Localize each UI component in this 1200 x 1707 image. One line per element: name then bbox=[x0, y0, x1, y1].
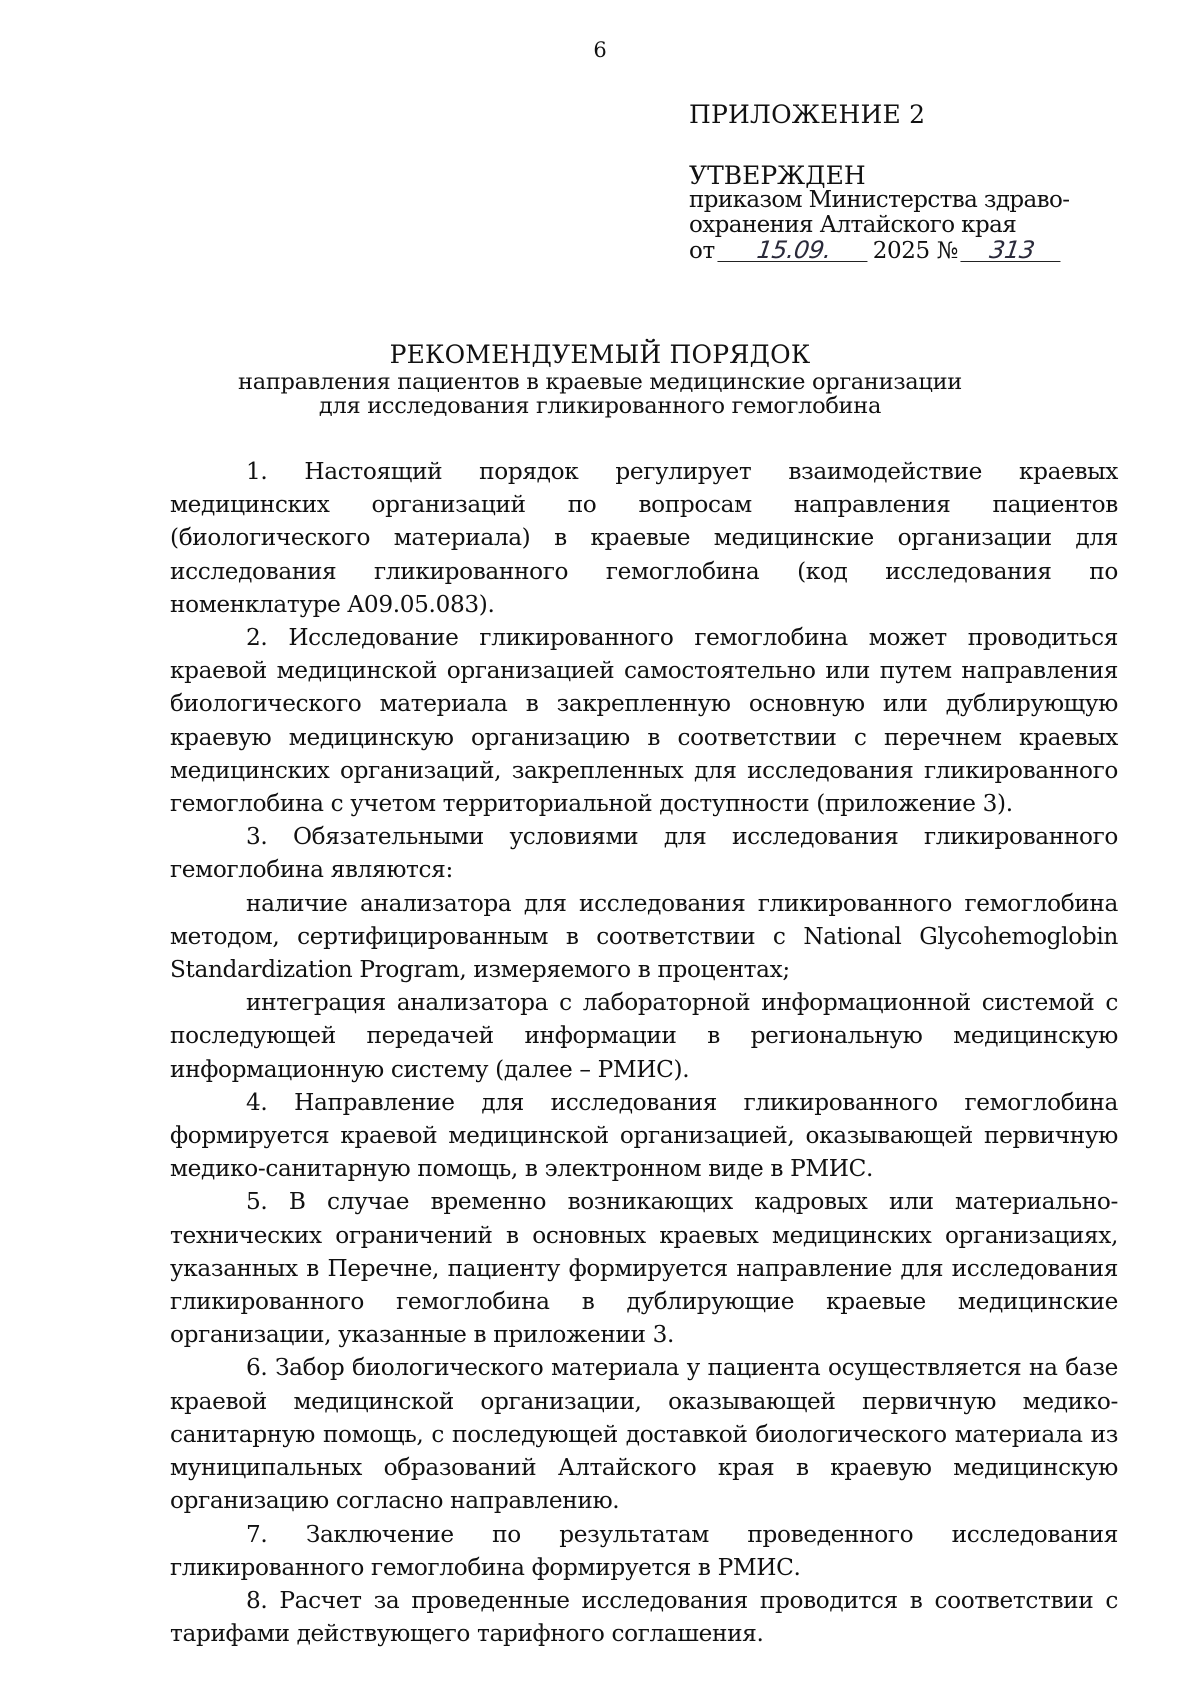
paragraph-1: 1. Настоящий порядок регулирует взаимодействие краевых медицинских организаций по вопросам направления пациентов (биологического материала) в краевые медицинские организации для исследования гликированного гемоглобина (код исследования по номенклатуре A09.05.083). bbox=[170, 458, 1118, 618]
document-subtitle-line-1: направления пациентов в краевые медицинские организации bbox=[238, 369, 962, 395]
approved-by-line-1: приказом Министерства здраво- bbox=[689, 187, 1070, 213]
paragraph-8: 8. Расчет за проведенные исследования проводится в соответствии с тарифами действующего тарифного соглашения. bbox=[170, 1586, 1118, 1648]
date-prefix: от bbox=[689, 238, 715, 264]
paragraph-4: 4. Направление для исследования гликированного гемоглобина формируется краевой медицинской организацией, оказывающей первичную медико-санитарную помощь, в электронном виде в РМИС. bbox=[170, 1088, 1118, 1183]
paragraph-2: 2. Исследование гликированного гемоглобина может проводиться краевой медицинской организацией самостоятельно или путем направления биологического материала в закрепленную основную или дублирующую краевую медицинскую организацию в соответствии с перечнем краевых медицинских организаций, закрепленных для исследования гликированного гемоглобина с учетом территориальной доступности (приложение 3). bbox=[170, 624, 1118, 818]
annex-block bbox=[689, 102, 1109, 264]
paragraph-6: 6. Забор биологического материала у пациента осуществляется на базе краевой медицинской организации, оказывающей первичную медико-санитарную помощь, с последующей доставкой биологического материала из муниципальных образований Алтайского края в краевую медицинскую организацию согласно направлению. bbox=[170, 1354, 1118, 1515]
approved-by-line-2: охранения Алтайского края bbox=[689, 212, 1017, 238]
document-title: РЕКОМЕНДУЕМЫЙ ПОРЯДОК bbox=[389, 340, 811, 369]
annex-title: ПРИЛОЖЕНИЕ 2 bbox=[689, 100, 926, 129]
order-year: 2025 № bbox=[872, 238, 958, 264]
paragraph-7: 7. Заключение по результатам проведенного исследования гликированного гемоглобина формируется в РМИС. bbox=[170, 1520, 1118, 1581]
paragraph-3: 3. Обязательными условиями для исследования гликированного гемоглобина являются: bbox=[170, 823, 1118, 884]
page-number: 6 bbox=[593, 38, 607, 62]
document-heading bbox=[150, 340, 1050, 418]
paragraph-3-condition-2: интеграция анализатора с лабораторной информационной системой с последующей передачей информации в региональную медицинскую информационную систему (далее – РМИС). bbox=[170, 989, 1118, 1083]
paragraph-5: 5. В случае временно возникающих кадровых или материально-технических ограничений в основных краевых медицинских организациях, указанных в Перечне, пациенту формируется направление для исследования гликированного гемоглобина в дублирующие краевые медицинские организации, указанные в приложении 3. bbox=[170, 1188, 1118, 1349]
handwritten-date: 15.09. bbox=[717, 239, 870, 262]
document-body bbox=[170, 455, 1118, 1650]
approved-label: УТВЕРЖДЕН bbox=[689, 161, 866, 190]
paragraph-3-condition-1: наличие анализатора для исследования гликированного гемоглобина методом, сертифицированным в соответствии с National Glycohemoglobin Standardization Program, измеряемого в процентах; bbox=[170, 889, 1118, 984]
document-subtitle-line-2: для исследования гликированного гемоглобина bbox=[318, 393, 882, 419]
order-date-row bbox=[689, 238, 1109, 264]
handwritten-order-number: 313 bbox=[960, 239, 1063, 262]
